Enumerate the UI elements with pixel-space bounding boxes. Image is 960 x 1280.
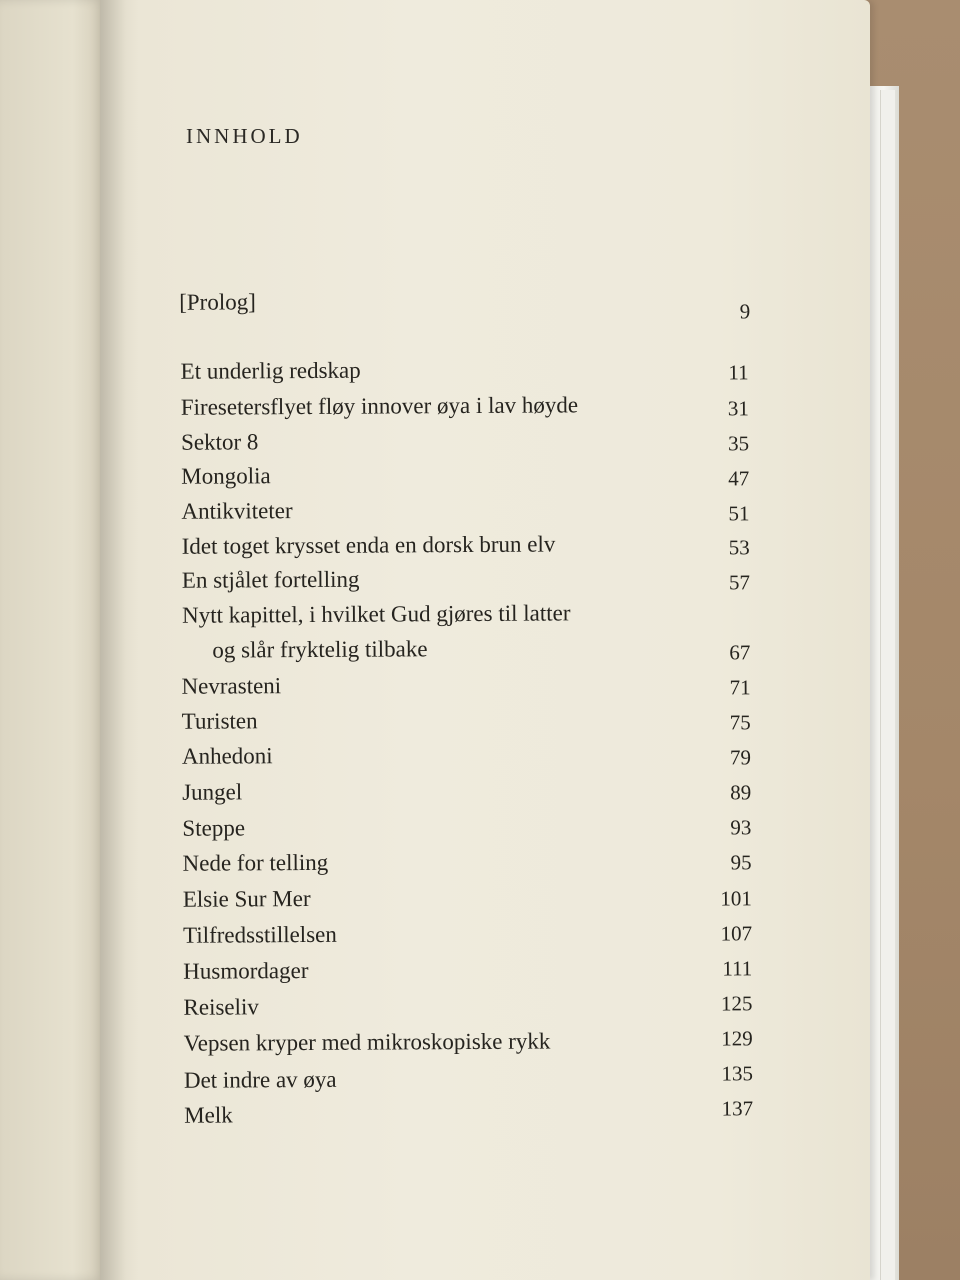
toc-entry-page: 31	[727, 396, 749, 421]
toc-entry-page: 35	[727, 431, 750, 456]
toc-entry-title: Anhedoni	[181, 743, 273, 769]
toc-entry-page: 57	[728, 570, 750, 595]
toc-entry-page: 9	[739, 299, 751, 324]
toc-entry-title: Reiseliv	[183, 994, 259, 1020]
toc-entry-page: 107	[720, 921, 753, 946]
toc-entry-page: 53	[728, 535, 750, 560]
page-heading: INNHOLD	[186, 124, 303, 148]
toc-entry-title: Firesetersflyet fløy innover øya i lav høyde	[180, 392, 579, 420]
toc-entry-page: 71	[729, 675, 751, 700]
toc-entry-page: 79	[729, 745, 752, 770]
toc-entry-page: 11	[728, 360, 749, 385]
toc-entry-title: Nevrasteni	[181, 673, 282, 699]
toc-entry-page: 89	[730, 780, 752, 805]
toc-entry-page: 47	[728, 466, 750, 491]
toc-entry-page: 125	[720, 991, 753, 1016]
toc-entry-page: 93	[730, 815, 752, 840]
toc-entry-page: 111	[722, 956, 753, 981]
toc-entry-page: 135	[721, 1061, 753, 1086]
toc-entry-page: 129	[721, 1026, 753, 1051]
toc-entry-title: Tilfredsstillelsen	[182, 921, 337, 948]
toc-entry-title: Melk	[184, 1102, 233, 1128]
toc-entry-title: Elsie Sur Mer	[182, 885, 311, 912]
toc-entry-title: Turisten	[181, 708, 258, 734]
toc-entry-title: Sektor 8	[180, 429, 259, 455]
toc-entry-title: Nede for telling	[182, 849, 329, 876]
toc-entry-page: 51	[728, 501, 750, 526]
toc-entry-title: Husmordager	[183, 957, 309, 984]
toc-entry-page: 75	[729, 710, 751, 735]
toc-entry-page: 95	[730, 850, 752, 875]
toc-entry-title: Mongolia	[181, 463, 271, 489]
toc-entry-page: 101	[720, 886, 752, 911]
toc-entry-title: Steppe	[182, 815, 246, 841]
toc-entry-title: Antikviteter	[181, 498, 293, 524]
toc-entry-title: [Prolog]	[179, 289, 256, 315]
toc-entry-title: Det indre av øya	[183, 1066, 337, 1093]
toc-entry-title: En stjålet fortelling	[181, 566, 360, 593]
toc-entry-title: Et underlig redskap	[180, 357, 361, 384]
toc-entry-title: Idet toget krysset enda en dorsk brun elv	[181, 531, 556, 559]
toc-entry-page: 67	[729, 640, 751, 665]
toc-entry-title: Nytt kapittel, i hvilket Gud gjøres til latter	[182, 600, 571, 628]
toc-entry-title-continued: og slår fryktelig tilbake	[212, 636, 428, 663]
toc-entry-title: Vepsen kryper med mikroskopiske rykk	[183, 1028, 551, 1056]
toc-entry-page: 137	[721, 1096, 754, 1121]
toc-entry-title: Jungel	[182, 779, 243, 805]
